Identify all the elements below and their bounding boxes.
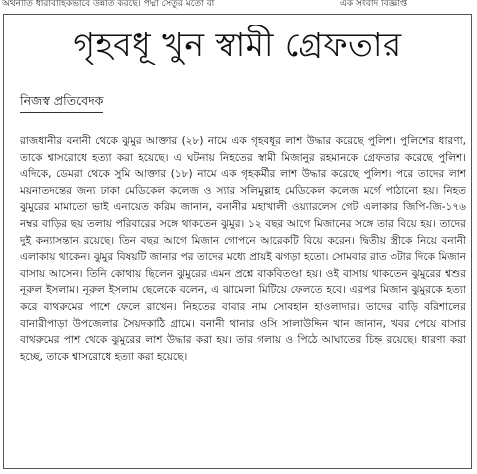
article-headline: গৃহবধূ খুন স্বামী গ্রেফতার xyxy=(73,25,402,64)
article-body xyxy=(20,133,466,463)
adjacent-article-strip xyxy=(0,0,477,11)
adjacent-article-text-left: অর্থনীতি ধারাবাহিকভাবে উন্নতি করছে। পদ্মা সেতুর মতো বা xyxy=(2,0,215,9)
news-article-box xyxy=(3,14,472,469)
article-byline: নিজস্ব প্রতিবেদক xyxy=(20,93,103,113)
adjacent-article-text-right: এক সংবাদ বিজ্ঞপ্তি xyxy=(340,0,408,9)
article-body-paragraph: রাজধানীর বনানী থেকে ঝুমুর আক্তার (২৮) নামে এক গৃহবধূর লাশ উদ্ধার করেছে পুলিশ। পুলিশের ধারণা, তাকে শ্বাসরোধে হত্যা করা হয়েছে। এ ঘটনায় নিহতের স্বামী মিজানুর রহমানকে গ্রেফতার করেছে পুলিশ। এদিকে, ডেমরা থেকে সুমি আক্তার (১৮) নামে এক গৃহকর্মীর লাশ উদ্ধার করেছে পুলিশ। পরে তাদের লাশ ময়নাতদন্তের জন্য ঢাকা মেডিকেল কলেজ ও স্যার সলিমুল্লাহ মেডিকেল কলেজ মর্গে পাঠানো হয়। নিহত ঝুমুরের মামাতো ভাই এনায়েত করিম জানান, বনানীর মহাখালী ওয়্যারলেস গেট এলাকার জিপি-জি-১৭৬ নম্বর বাড়ির ছয় তলায় পরিবারের সঙ্গে থাকতেন ঝুমুর। ১২ বছর আগে মিজানের সঙ্গে তার বিয়ে হয়। তাদের দুই কন্যাসন্তান রয়েছে। তিন বছর আগে মিজান গোপনে আরেকটি বিয়ে করেন। দ্বিতীয় স্ত্রীকে নিয়ে বনানী এলাকায় থাকেন। ঝুমুর বিষয়টি জানার পর তাদের মধ্যে প্রায়ই ঝগড়া হতো। সোমবার রাত ৩টার দিকে মিজান বাসায় আসেন। তিনি কোথায় ছিলেন ঝুমুরের এমন প্রশ্নে বাকবিতণ্ডা হয়। ওই বাসায় থাকতেন ঝুমুরের শ্বশুর নূরুল ইসলাম। নূরুল ইসলাম ছেলেকে বলেন, এ ঝামেলা মিটিয়ে ফেলতে হবে। এরপর মিজান ঝুমুরকে হত্যা করে বাথরুমের পাশে ফেলে রাখেন। নিহতের বাবার নাম সোবহান হাওলাদার। তাদের বাড়ি বরিশালের বানারীপাড়া উপজেলার সৈয়দকাঠি গ্রামে। বনানী থানার ওসি সালাউদ্দিন খান জানান, খবর পেয়ে বাসার বাথরুমের পাশ থেকে ঝুমুরের লাশ উদ্ধার করা হয়। তার গলায় ও পিঠে আঘাতের চিহ্ন রয়েছে। ধারণা করা হচ্ছে, তাকে শ্বাসরোধে হত্যা করা হয়েছে। xyxy=(20,135,466,363)
